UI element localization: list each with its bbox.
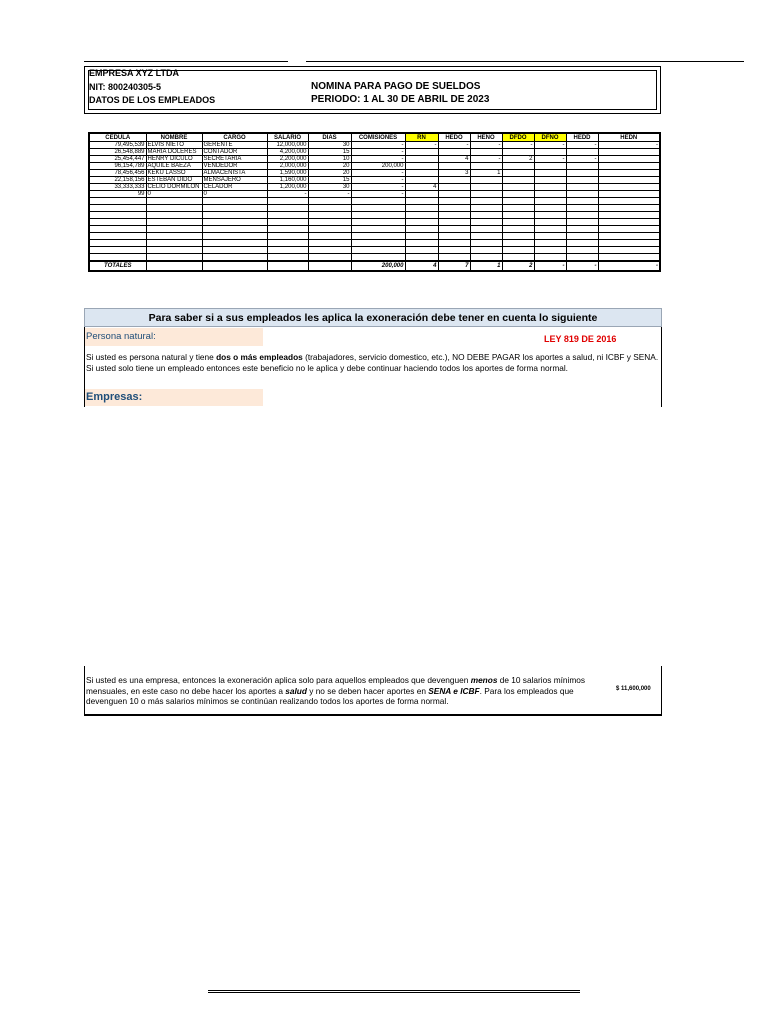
table-cell bbox=[502, 205, 534, 212]
table-cell bbox=[351, 205, 405, 212]
table-cell bbox=[598, 184, 660, 191]
table-cell bbox=[502, 191, 534, 198]
totals-row bbox=[89, 261, 660, 271]
exoneration-title: Para saber si a sus empleados les aplica la exoneración debe tener en cuenta lo siguiente bbox=[84, 308, 662, 327]
table-cell: 1 bbox=[470, 170, 502, 177]
table-cell bbox=[267, 247, 308, 254]
table-cell bbox=[146, 254, 202, 262]
table-cell: 20 bbox=[308, 163, 351, 170]
table-cell bbox=[566, 177, 598, 184]
table-cell bbox=[566, 226, 598, 233]
table-cell bbox=[502, 170, 534, 177]
table-row bbox=[89, 240, 660, 247]
totals-cell: - bbox=[534, 261, 566, 271]
table-cell bbox=[534, 191, 566, 198]
table-cell: 2,200,000 bbox=[267, 156, 308, 163]
table-cell bbox=[566, 205, 598, 212]
table-cell bbox=[202, 226, 267, 233]
totals-cell bbox=[146, 261, 202, 271]
salary-threshold: $ 11,600,000 bbox=[616, 686, 651, 692]
table-cell bbox=[470, 254, 502, 262]
table-cell: - bbox=[470, 156, 502, 163]
table-cell bbox=[438, 247, 470, 254]
table-cell bbox=[202, 205, 267, 212]
table-cell bbox=[502, 177, 534, 184]
table-cell bbox=[598, 170, 660, 177]
table-cell: 26,548,889 bbox=[89, 149, 146, 156]
table-cell bbox=[534, 240, 566, 247]
table-cell: CELIO DORMILON bbox=[146, 184, 202, 191]
table-cell: 12,000,000 bbox=[267, 142, 308, 149]
column-header-cedula: CEDULA bbox=[89, 133, 146, 142]
column-header-comisiones: COMISIONES bbox=[351, 133, 405, 142]
table-cell: 20 bbox=[308, 170, 351, 177]
table-cell bbox=[308, 226, 351, 233]
table-cell bbox=[438, 177, 470, 184]
table-cell bbox=[405, 226, 438, 233]
table-row bbox=[89, 184, 660, 191]
column-header-hedn: HEDN bbox=[598, 133, 660, 142]
table-cell: 33,333,333 bbox=[89, 184, 146, 191]
totals-label: TOTALES bbox=[89, 261, 146, 271]
table-cell bbox=[438, 149, 470, 156]
table-row bbox=[89, 254, 660, 262]
panel-right-edge bbox=[661, 327, 662, 407]
table-cell: - bbox=[438, 142, 470, 149]
table-row bbox=[89, 219, 660, 226]
table-cell bbox=[470, 149, 502, 156]
table-cell: 1,590,000 bbox=[267, 170, 308, 177]
table-cell: - bbox=[405, 142, 438, 149]
table-cell: - bbox=[598, 142, 660, 149]
table-cell bbox=[470, 205, 502, 212]
table-cell bbox=[267, 226, 308, 233]
table-cell bbox=[405, 177, 438, 184]
table-cell bbox=[438, 226, 470, 233]
table-cell bbox=[598, 156, 660, 163]
table-cell: ALMACENISTA bbox=[202, 170, 267, 177]
table-cell bbox=[405, 205, 438, 212]
table-cell bbox=[89, 212, 146, 219]
table-cell bbox=[470, 163, 502, 170]
table-cell bbox=[534, 219, 566, 226]
table-cell bbox=[470, 233, 502, 240]
table-cell bbox=[598, 254, 660, 262]
table-cell bbox=[351, 219, 405, 226]
payroll-period: PERIODO: 1 AL 30 DE ABRIL DE 2023 bbox=[311, 94, 490, 105]
table-cell bbox=[566, 254, 598, 262]
table-cell bbox=[598, 205, 660, 212]
table-row bbox=[89, 156, 660, 163]
table-cell: HENRY DICULO bbox=[146, 156, 202, 163]
table-cell bbox=[146, 240, 202, 247]
table-cell bbox=[267, 240, 308, 247]
table-cell bbox=[405, 240, 438, 247]
table-cell bbox=[146, 205, 202, 212]
table-cell bbox=[566, 219, 598, 226]
top-rule-right bbox=[306, 61, 744, 62]
table-cell: - bbox=[267, 191, 308, 198]
table-cell: - bbox=[534, 142, 566, 149]
table-cell: - bbox=[566, 156, 598, 163]
table-row bbox=[89, 212, 660, 219]
table-cell bbox=[566, 184, 598, 191]
table-cell: - bbox=[534, 156, 566, 163]
company-name: EMPRESA XYZ LTDA bbox=[89, 68, 180, 78]
table-cell: - bbox=[351, 156, 405, 163]
table-cell bbox=[534, 170, 566, 177]
table-cell: VENDEDOR bbox=[202, 163, 267, 170]
table-cell bbox=[566, 149, 598, 156]
table-cell bbox=[146, 219, 202, 226]
table-cell: - bbox=[351, 191, 405, 198]
table-cell bbox=[598, 198, 660, 205]
table-cell bbox=[566, 212, 598, 219]
table-cell bbox=[470, 212, 502, 219]
table-cell bbox=[502, 240, 534, 247]
table-cell bbox=[89, 219, 146, 226]
table-cell bbox=[598, 219, 660, 226]
table-cell bbox=[146, 233, 202, 240]
column-header-hedd: HEDD bbox=[566, 133, 598, 142]
table-cell: 4 bbox=[438, 156, 470, 163]
table-cell bbox=[405, 233, 438, 240]
table-cell bbox=[598, 212, 660, 219]
totals-cell: 7 bbox=[438, 261, 470, 271]
table-cell bbox=[502, 226, 534, 233]
table-cell bbox=[438, 240, 470, 247]
table-cell bbox=[438, 191, 470, 198]
company-nit: NIT: 800240305-5 bbox=[89, 82, 162, 92]
table-row bbox=[89, 205, 660, 212]
table-row bbox=[89, 142, 660, 149]
table-cell: CELADOR bbox=[202, 184, 267, 191]
table-cell bbox=[351, 247, 405, 254]
table-cell bbox=[351, 240, 405, 247]
table-cell bbox=[438, 205, 470, 212]
table-cell bbox=[405, 212, 438, 219]
table-cell bbox=[89, 240, 146, 247]
table-cell bbox=[438, 212, 470, 219]
totals-cell bbox=[202, 261, 267, 271]
table-cell: 30 bbox=[308, 142, 351, 149]
table-row bbox=[89, 163, 660, 170]
table-cell: 3 bbox=[438, 170, 470, 177]
totals-cell: 1 bbox=[470, 261, 502, 271]
table-cell: 0 bbox=[202, 191, 267, 198]
top-rule-left bbox=[84, 61, 288, 62]
table-cell bbox=[598, 240, 660, 247]
table-cell bbox=[534, 247, 566, 254]
table-cell bbox=[89, 198, 146, 205]
table-cell: KEKU LASSO bbox=[146, 170, 202, 177]
natural-person-text: Si usted es persona natural y tiene dos o más empleados (trabajadores, servicio domestico, etc.), NO DEBE PAGAR los aportes a salud, ni ICBF y SENA. Si usted solo tiene un empleado entonces este beneficio no le aplica y debe continuar haciendo todos los aportes de forma normal. bbox=[86, 352, 659, 373]
table-row bbox=[89, 170, 660, 177]
table-cell bbox=[502, 233, 534, 240]
table-cell bbox=[146, 212, 202, 219]
companies-text: Si usted es una empresa, entonces la exoneración aplica solo para aquellos empleados que devenguen menos de 10 salarios mínimos mensuales, en este caso no debe hacer los aportes a salud y no se deben hacer aportes en SENA e ICBF. Para los empleados que devenguen 10 o más salarios mínimos se continúan realizando todos los aportes de forma normal. bbox=[86, 675, 586, 706]
table-cell bbox=[566, 191, 598, 198]
table-cell bbox=[566, 240, 598, 247]
table-cell bbox=[308, 205, 351, 212]
table-cell bbox=[405, 198, 438, 205]
table-cell bbox=[566, 247, 598, 254]
table-cell bbox=[470, 247, 502, 254]
table-cell: - bbox=[351, 177, 405, 184]
totals-cell: 4 bbox=[405, 261, 438, 271]
table-cell bbox=[470, 226, 502, 233]
table-cell bbox=[405, 163, 438, 170]
panel-left-edge bbox=[84, 327, 85, 407]
table-cell bbox=[534, 233, 566, 240]
table-cell bbox=[405, 149, 438, 156]
table-cell bbox=[89, 247, 146, 254]
table-cell bbox=[146, 198, 202, 205]
table-cell bbox=[405, 247, 438, 254]
table-cell: AQUILE BAEZA bbox=[146, 163, 202, 170]
natural-person-label: Persona natural: bbox=[86, 331, 156, 342]
column-header-cargo: CARGO bbox=[202, 133, 267, 142]
table-cell bbox=[267, 254, 308, 262]
table-cell: MENSAJERO bbox=[202, 177, 267, 184]
employees-data-label: DATOS DE LOS EMPLEADOS bbox=[89, 95, 216, 105]
table-cell: MARIA DOLERES bbox=[146, 149, 202, 156]
table-cell bbox=[534, 212, 566, 219]
table-cell bbox=[89, 233, 146, 240]
table-cell bbox=[502, 163, 534, 170]
table-cell bbox=[566, 163, 598, 170]
table-cell bbox=[202, 247, 267, 254]
table-cell bbox=[438, 163, 470, 170]
table-cell bbox=[534, 205, 566, 212]
table-cell: 1,200,000 bbox=[267, 184, 308, 191]
table-cell bbox=[502, 198, 534, 205]
table-cell bbox=[89, 226, 146, 233]
table-cell bbox=[438, 198, 470, 205]
table-cell bbox=[534, 184, 566, 191]
table-cell: - bbox=[566, 142, 598, 149]
table-cell bbox=[308, 233, 351, 240]
payroll-table bbox=[88, 132, 661, 272]
table-cell bbox=[308, 198, 351, 205]
table-row bbox=[89, 226, 660, 233]
column-header-dias: DIAS bbox=[308, 133, 351, 142]
table-cell: - bbox=[351, 142, 405, 149]
table-cell: 78,456,456 bbox=[89, 170, 146, 177]
totals-cell: - bbox=[598, 261, 660, 271]
table-cell bbox=[598, 233, 660, 240]
table-cell bbox=[566, 198, 598, 205]
table-cell: ELVIS NIETO bbox=[146, 142, 202, 149]
table-cell bbox=[470, 240, 502, 247]
totals-cell: 2 bbox=[502, 261, 534, 271]
table-cell bbox=[502, 212, 534, 219]
table-cell bbox=[534, 254, 566, 262]
table-cell bbox=[351, 233, 405, 240]
payroll-title: NOMINA PARA PAGO DE SUELDOS bbox=[311, 81, 481, 92]
table-cell: 79,495,539 bbox=[89, 142, 146, 149]
table-cell: 10 bbox=[308, 156, 351, 163]
table-cell: 22,158,156 bbox=[89, 177, 146, 184]
table-cell: - bbox=[502, 142, 534, 149]
column-header-rn: RN bbox=[405, 133, 438, 142]
table-cell bbox=[534, 177, 566, 184]
table-cell bbox=[438, 184, 470, 191]
table-cell: CONTADOR bbox=[202, 149, 267, 156]
table-cell bbox=[267, 233, 308, 240]
table-cell: - bbox=[308, 191, 351, 198]
table-cell bbox=[202, 240, 267, 247]
table-cell: 96,154,789 bbox=[89, 163, 146, 170]
table-cell: 2 bbox=[502, 156, 534, 163]
table-cell: 2,000,000 bbox=[267, 163, 308, 170]
table-cell: ESTEBAN DIDO bbox=[146, 177, 202, 184]
table-cell bbox=[470, 219, 502, 226]
table-row bbox=[89, 247, 660, 254]
table-cell bbox=[598, 191, 660, 198]
table-cell bbox=[438, 233, 470, 240]
table-cell bbox=[308, 212, 351, 219]
table-cell bbox=[308, 219, 351, 226]
table-cell bbox=[566, 233, 598, 240]
table-cell bbox=[566, 170, 598, 177]
column-header-dfno: DFNO bbox=[534, 133, 566, 142]
table-cell bbox=[502, 254, 534, 262]
table-cell bbox=[470, 191, 502, 198]
totals-cell bbox=[308, 261, 351, 271]
table-cell bbox=[405, 219, 438, 226]
table-cell bbox=[534, 149, 566, 156]
column-header-hedo: HEDO bbox=[438, 133, 470, 142]
table-cell bbox=[502, 184, 534, 191]
table-cell: 200,000 bbox=[351, 163, 405, 170]
table-cell bbox=[351, 226, 405, 233]
table-cell: - bbox=[470, 142, 502, 149]
table-row bbox=[89, 198, 660, 205]
table-cell bbox=[267, 198, 308, 205]
table-cell bbox=[405, 191, 438, 198]
table-cell bbox=[534, 198, 566, 205]
bottom-rule bbox=[208, 990, 580, 993]
table-cell: 4 bbox=[405, 184, 438, 191]
table-cell bbox=[502, 149, 534, 156]
table-cell bbox=[598, 226, 660, 233]
table-cell bbox=[202, 233, 267, 240]
table-cell: SECRETARIA bbox=[202, 156, 267, 163]
table-cell bbox=[146, 226, 202, 233]
table-cell bbox=[308, 247, 351, 254]
table-row bbox=[89, 149, 660, 156]
totals-cell: - bbox=[566, 261, 598, 271]
table-cell bbox=[351, 254, 405, 262]
table-cell bbox=[308, 240, 351, 247]
table-cell bbox=[534, 163, 566, 170]
table-cell: 30 bbox=[308, 184, 351, 191]
table-row bbox=[89, 191, 660, 198]
law-reference: LEY 819 DE 2016 bbox=[544, 334, 617, 344]
table-cell bbox=[470, 184, 502, 191]
table-cell bbox=[267, 205, 308, 212]
table-cell bbox=[470, 198, 502, 205]
table-row bbox=[89, 177, 660, 184]
table-cell: 99 bbox=[89, 191, 146, 198]
table-cell bbox=[405, 156, 438, 163]
column-header-dfdo: DFDO bbox=[502, 133, 534, 142]
totals-cell: 200,000 bbox=[351, 261, 405, 271]
table-cell bbox=[202, 219, 267, 226]
table-cell bbox=[267, 219, 308, 226]
table-header-row bbox=[89, 133, 660, 142]
table-row bbox=[89, 233, 660, 240]
table-cell: 1,160,000 bbox=[267, 177, 308, 184]
column-header-salario: SALARIO bbox=[267, 133, 308, 142]
companies-label: Empresas: bbox=[86, 391, 143, 403]
table-cell: - bbox=[351, 184, 405, 191]
table-cell: GERENTE bbox=[202, 142, 267, 149]
table-cell bbox=[470, 177, 502, 184]
table-cell bbox=[598, 247, 660, 254]
table-cell bbox=[502, 219, 534, 226]
table-cell bbox=[202, 212, 267, 219]
table-cell bbox=[89, 254, 146, 262]
table-cell bbox=[438, 219, 470, 226]
table-cell bbox=[308, 254, 351, 262]
totals-cell bbox=[267, 261, 308, 271]
table-cell: 15 bbox=[308, 177, 351, 184]
table-cell bbox=[202, 254, 267, 262]
table-cell bbox=[89, 205, 146, 212]
table-cell bbox=[351, 198, 405, 205]
table-cell: 0 bbox=[146, 191, 202, 198]
table-cell: 25,454,447 bbox=[89, 156, 146, 163]
table-cell bbox=[598, 149, 660, 156]
table-cell: - bbox=[351, 149, 405, 156]
table-cell: - bbox=[351, 170, 405, 177]
table-cell bbox=[405, 170, 438, 177]
table-cell bbox=[351, 212, 405, 219]
column-header-nombre: NOMBRE bbox=[146, 133, 202, 142]
table-cell bbox=[202, 198, 267, 205]
table-cell bbox=[598, 163, 660, 170]
table-cell bbox=[146, 247, 202, 254]
table-cell: 15 bbox=[308, 149, 351, 156]
table-cell: 4,200,000 bbox=[267, 149, 308, 156]
table-cell bbox=[438, 254, 470, 262]
table-cell bbox=[405, 254, 438, 262]
column-header-heno: HENO bbox=[470, 133, 502, 142]
table-cell bbox=[502, 247, 534, 254]
table-cell bbox=[534, 226, 566, 233]
table-cell bbox=[598, 177, 660, 184]
table-cell bbox=[267, 212, 308, 219]
